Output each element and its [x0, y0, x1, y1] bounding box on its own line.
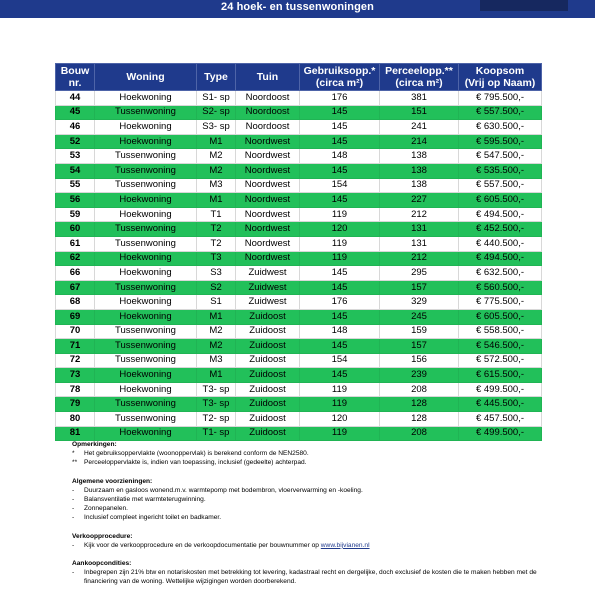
cell-perceelopp: 151: [380, 105, 459, 120]
aankoop-item: [72, 568, 542, 586]
table-row: [56, 91, 542, 106]
cell-type: T3- sp: [197, 382, 236, 397]
cell-type: M2: [197, 339, 236, 354]
cell-koopsom: € 605.500,-: [459, 309, 542, 324]
cell-bouwnr: 54: [56, 163, 95, 178]
bullet: -: [72, 496, 75, 504]
cell-woning: Hoekwoning: [95, 368, 197, 383]
cell-perceelopp: 138: [380, 178, 459, 193]
cell-perceelopp: 241: [380, 120, 459, 135]
cell-gebruiksopp: 119: [300, 207, 380, 222]
cell-gebruiksopp: 119: [300, 397, 380, 412]
cell-bouwnr: 70: [56, 324, 95, 339]
cell-perceelopp: 212: [380, 207, 459, 222]
cell-bouwnr: 81: [56, 426, 95, 441]
cell-type: S2- sp: [197, 105, 236, 120]
cell-tuin: Noordwest: [236, 149, 300, 164]
cell-tuin: Zuidoost: [236, 412, 300, 427]
top-banner: [0, 0, 595, 18]
cell-gebruiksopp: 120: [300, 412, 380, 427]
cell-koopsom: € 630.500,-: [459, 120, 542, 135]
bullet: -: [72, 569, 75, 577]
table-row: [56, 207, 542, 222]
cell-type: M1: [197, 368, 236, 383]
cell-woning: Tussenwoning: [95, 236, 197, 251]
cell-koopsom: € 494.500,-: [459, 207, 542, 222]
verkoop-title: Verkoopprocedure:: [72, 532, 133, 540]
cell-type: T1: [197, 207, 236, 222]
cell-tuin: Noordwest: [236, 207, 300, 222]
cell-type: M3: [197, 178, 236, 193]
algemeen-text: Inclusief compleet ingericht toilet en badkamer.: [84, 514, 222, 522]
cell-tuin: Zuidoost: [236, 368, 300, 383]
cell-koopsom: € 499.500,-: [459, 382, 542, 397]
cell-tuin: Zuidwest: [236, 266, 300, 281]
cell-woning: Tussenwoning: [95, 105, 197, 120]
cell-perceelopp: 131: [380, 222, 459, 237]
cell-woning: Tussenwoning: [95, 324, 197, 339]
table-row: [56, 266, 542, 281]
cell-tuin: Noordwest: [236, 236, 300, 251]
cell-tuin: Zuidoost: [236, 339, 300, 354]
cell-woning: Hoekwoning: [95, 426, 197, 441]
cell-gebruiksopp: 176: [300, 91, 380, 106]
cell-bouwnr: 69: [56, 309, 95, 324]
cell-koopsom: € 615.500,-: [459, 368, 542, 383]
cell-koopsom: € 535.500,-: [459, 163, 542, 178]
verkoop-text: Kijk voor de verkoopprocedure en de verkoopdocumentatie per bouwnummer op: [84, 541, 319, 549]
table-row: [56, 382, 542, 397]
cell-perceelopp: 227: [380, 193, 459, 208]
cell-koopsom: € 557.500,-: [459, 105, 542, 120]
table-row: [56, 353, 542, 368]
cell-woning: Hoekwoning: [95, 193, 197, 208]
cell-koopsom: € 560.500,-: [459, 280, 542, 295]
cell-gebruiksopp: 145: [300, 339, 380, 354]
cell-perceelopp: 156: [380, 353, 459, 368]
cell-type: T3- sp: [197, 397, 236, 412]
cell-type: S2: [197, 280, 236, 295]
cell-bouwnr: 71: [56, 339, 95, 354]
bullet: -: [72, 486, 75, 494]
cell-gebruiksopp: 145: [300, 105, 380, 120]
banner-title: 24 hoek- en tussenwoningen: [221, 1, 374, 13]
cell-koopsom: € 445.500,-: [459, 397, 542, 412]
cell-bouwnr: 56: [56, 193, 95, 208]
algemeen-item: [72, 513, 542, 522]
cell-gebruiksopp: 145: [300, 120, 380, 135]
header-perceelopp: Perceelopp.** (circa m²): [380, 64, 459, 91]
cell-tuin: Noordoost: [236, 91, 300, 106]
cell-gebruiksopp: 154: [300, 353, 380, 368]
cell-koopsom: € 558.500,-: [459, 324, 542, 339]
cell-perceelopp: 208: [380, 382, 459, 397]
cell-koopsom: € 547.500,-: [459, 149, 542, 164]
cell-tuin: Zuidwest: [236, 295, 300, 310]
cell-bouwnr: 52: [56, 134, 95, 149]
cell-type: S1- sp: [197, 91, 236, 106]
opmerking-text: Perceeloppervlakte is, indien van toepassing, inclusief (gedeelte) achterpad.: [84, 459, 307, 467]
cell-tuin: Noordwest: [236, 251, 300, 266]
header-tuin: Tuin: [236, 64, 300, 91]
cell-bouwnr: 80: [56, 412, 95, 427]
table-row: [56, 178, 542, 193]
table-row: [56, 236, 542, 251]
table-row: [56, 251, 542, 266]
table-body: [56, 91, 542, 441]
cell-tuin: Noordoost: [236, 105, 300, 120]
cell-koopsom: € 595.500,-: [459, 134, 542, 149]
table-row: [56, 105, 542, 120]
cell-type: T2: [197, 222, 236, 237]
cell-type: M2: [197, 324, 236, 339]
cell-tuin: Noordwest: [236, 222, 300, 237]
opmerking-item: [72, 449, 542, 458]
algemeen-item: [72, 486, 542, 495]
cell-type: T1- sp: [197, 426, 236, 441]
cell-perceelopp: 239: [380, 368, 459, 383]
cell-tuin: Noordwest: [236, 178, 300, 193]
bullet: *: [72, 450, 75, 458]
table-row: [56, 295, 542, 310]
cell-woning: Hoekwoning: [95, 309, 197, 324]
cell-koopsom: € 457.500,-: [459, 412, 542, 427]
cell-type: M1: [197, 193, 236, 208]
cell-bouwnr: 79: [56, 397, 95, 412]
cell-bouwnr: 67: [56, 280, 95, 295]
cell-woning: Tussenwoning: [95, 280, 197, 295]
table-header-row: [56, 64, 542, 91]
cell-perceelopp: 295: [380, 266, 459, 281]
cell-woning: Hoekwoning: [95, 295, 197, 310]
table-row: [56, 368, 542, 383]
cell-woning: Hoekwoning: [95, 207, 197, 222]
cell-perceelopp: 157: [380, 339, 459, 354]
bullet: -: [72, 514, 75, 522]
verkoop-line: [84, 541, 370, 550]
cell-type: S3: [197, 266, 236, 281]
bullet: **: [72, 459, 78, 467]
cell-tuin: Noordwest: [236, 134, 300, 149]
cell-perceelopp: 138: [380, 163, 459, 178]
cell-bouwnr: 72: [56, 353, 95, 368]
opmerkingen-title: Opmerkingen:: [72, 441, 117, 448]
cell-perceelopp: 159: [380, 324, 459, 339]
cell-type: M1: [197, 309, 236, 324]
cell-bouwnr: 66: [56, 266, 95, 281]
cell-type: S3- sp: [197, 120, 236, 135]
cell-koopsom: € 452.500,-: [459, 222, 542, 237]
cell-woning: Tussenwoning: [95, 149, 197, 164]
cell-gebruiksopp: 119: [300, 382, 380, 397]
cell-bouwnr: 53: [56, 149, 95, 164]
cell-gebruiksopp: 145: [300, 266, 380, 281]
table-row: [56, 120, 542, 135]
cell-woning: Tussenwoning: [95, 163, 197, 178]
cell-perceelopp: 138: [380, 149, 459, 164]
cell-bouwnr: 73: [56, 368, 95, 383]
table-row: [56, 280, 542, 295]
cell-tuin: Zuidwest: [236, 280, 300, 295]
table-row: [56, 412, 542, 427]
cell-woning: Tussenwoning: [95, 222, 197, 237]
cell-bouwnr: 46: [56, 120, 95, 135]
cell-woning: Hoekwoning: [95, 266, 197, 281]
cell-koopsom: € 557.500,-: [459, 178, 542, 193]
cell-koopsom: € 546.500,-: [459, 339, 542, 354]
algemeen-title: Algemene voorzieningen:: [72, 477, 153, 485]
cell-woning: Hoekwoning: [95, 120, 197, 135]
notes-section: [72, 440, 542, 587]
opmerking-text: Het gebruiksoppervlakte (woonoppervlak) is berekend conform de NEN2580.: [84, 450, 309, 458]
table-row: [56, 134, 542, 149]
opmerking-item: [72, 458, 542, 467]
cell-perceelopp: 157: [380, 280, 459, 295]
cell-gebruiksopp: 119: [300, 251, 380, 266]
cell-tuin: Zuidoost: [236, 353, 300, 368]
cell-woning: Tussenwoning: [95, 178, 197, 193]
cell-woning: Hoekwoning: [95, 251, 197, 266]
algemeen-text: Duurzaam en gasloos wonend.m.v. warmtepomp met bodembron, vloerverwarming en -koeling.: [84, 486, 363, 494]
cell-tuin: Zuidoost: [236, 324, 300, 339]
banner-tab: [480, 0, 568, 11]
cell-woning: Tussenwoning: [95, 412, 197, 427]
cell-bouwnr: 59: [56, 207, 95, 222]
cell-gebruiksopp: 145: [300, 368, 380, 383]
cell-gebruiksopp: 119: [300, 236, 380, 251]
cell-type: T2- sp: [197, 412, 236, 427]
cell-koopsom: € 572.500,-: [459, 353, 542, 368]
cell-type: M2: [197, 163, 236, 178]
cell-tuin: Zuidoost: [236, 309, 300, 324]
aankoop-title: Aankoopcondities:: [72, 560, 132, 568]
cell-gebruiksopp: 145: [300, 280, 380, 295]
cell-gebruiksopp: 145: [300, 163, 380, 178]
table-row: [56, 339, 542, 354]
website-link[interactable]: www.bijvianen.nl: [320, 541, 370, 549]
cell-bouwnr: 45: [56, 105, 95, 120]
header-woning: Woning: [95, 64, 197, 91]
cell-type: T2: [197, 236, 236, 251]
cell-perceelopp: 212: [380, 251, 459, 266]
table-row: [56, 324, 542, 339]
cell-gebruiksopp: 145: [300, 193, 380, 208]
cell-woning: Tussenwoning: [95, 339, 197, 354]
cell-koopsom: € 440.500,-: [459, 236, 542, 251]
cell-woning: Hoekwoning: [95, 382, 197, 397]
cell-type: S1: [197, 295, 236, 310]
cell-perceelopp: 381: [380, 91, 459, 106]
cell-gebruiksopp: 120: [300, 222, 380, 237]
table-row: [56, 309, 542, 324]
bullet: -: [72, 505, 75, 513]
cell-bouwnr: 44: [56, 91, 95, 106]
cell-woning: Tussenwoning: [95, 353, 197, 368]
header-type: Type: [197, 64, 236, 91]
cell-bouwnr: 61: [56, 236, 95, 251]
cell-woning: Tussenwoning: [95, 397, 197, 412]
cell-perceelopp: 128: [380, 412, 459, 427]
cell-bouwnr: 60: [56, 222, 95, 237]
cell-tuin: Zuidoost: [236, 397, 300, 412]
cell-perceelopp: 131: [380, 236, 459, 251]
header-gebruiksopp: Gebruiksopp.* (circa m²): [300, 64, 380, 91]
cell-koopsom: € 605.500,-: [459, 193, 542, 208]
cell-tuin: Zuidoost: [236, 426, 300, 441]
verkoop-item: [72, 541, 542, 550]
table-row: [56, 193, 542, 208]
cell-gebruiksopp: 145: [300, 134, 380, 149]
cell-perceelopp: 208: [380, 426, 459, 441]
cell-type: M1: [197, 134, 236, 149]
cell-tuin: Zuidoost: [236, 382, 300, 397]
aankoop-text: Inbegrepen zijn 21% btw en notariskosten met betrekking tot levering, kadastraal recht en dergelijke, doch exclusief de kosten die te maken hebben met de financiering van de woning. Wettelijke wijzigingen worden doorberekend.: [84, 569, 537, 586]
algemeen-text: Balansventilatie met warmteterugwinning.: [84, 496, 206, 504]
cell-woning: Hoekwoning: [95, 91, 197, 106]
cell-perceelopp: 329: [380, 295, 459, 310]
cell-tuin: Noordwest: [236, 193, 300, 208]
cell-koopsom: € 632.500,-: [459, 266, 542, 281]
cell-perceelopp: 245: [380, 309, 459, 324]
cell-gebruiksopp: 145: [300, 309, 380, 324]
table-row: [56, 426, 542, 441]
algemeen-text: Zonnepanelen.: [84, 505, 128, 513]
cell-gebruiksopp: 176: [300, 295, 380, 310]
cell-koopsom: € 499.500,-: [459, 426, 542, 441]
cell-bouwnr: 78: [56, 382, 95, 397]
bullet: -: [72, 541, 75, 549]
cell-gebruiksopp: 148: [300, 324, 380, 339]
table-row: [56, 222, 542, 237]
algemeen-item: [72, 504, 542, 513]
cell-woning: Hoekwoning: [95, 134, 197, 149]
cell-gebruiksopp: 154: [300, 178, 380, 193]
cell-perceelopp: 214: [380, 134, 459, 149]
cell-koopsom: € 494.500,-: [459, 251, 542, 266]
algemeen-item: [72, 495, 542, 504]
cell-type: T3: [197, 251, 236, 266]
cell-perceelopp: 128: [380, 397, 459, 412]
cell-koopsom: € 775.500,-: [459, 295, 542, 310]
price-table: [55, 63, 542, 441]
cell-type: M2: [197, 149, 236, 164]
table-row: [56, 163, 542, 178]
cell-gebruiksopp: 119: [300, 426, 380, 441]
cell-bouwnr: 55: [56, 178, 95, 193]
cell-bouwnr: 62: [56, 251, 95, 266]
header-koopsom: Koopsom (Vrij op Naam): [459, 64, 542, 91]
table-row: [56, 149, 542, 164]
cell-koopsom: € 795.500,-: [459, 91, 542, 106]
header-bouwnr: Bouw nr.: [56, 64, 95, 91]
table-row: [56, 397, 542, 412]
cell-gebruiksopp: 148: [300, 149, 380, 164]
cell-tuin: Noordoost: [236, 120, 300, 135]
cell-bouwnr: 68: [56, 295, 95, 310]
cell-type: M3: [197, 353, 236, 368]
cell-tuin: Noordwest: [236, 163, 300, 178]
